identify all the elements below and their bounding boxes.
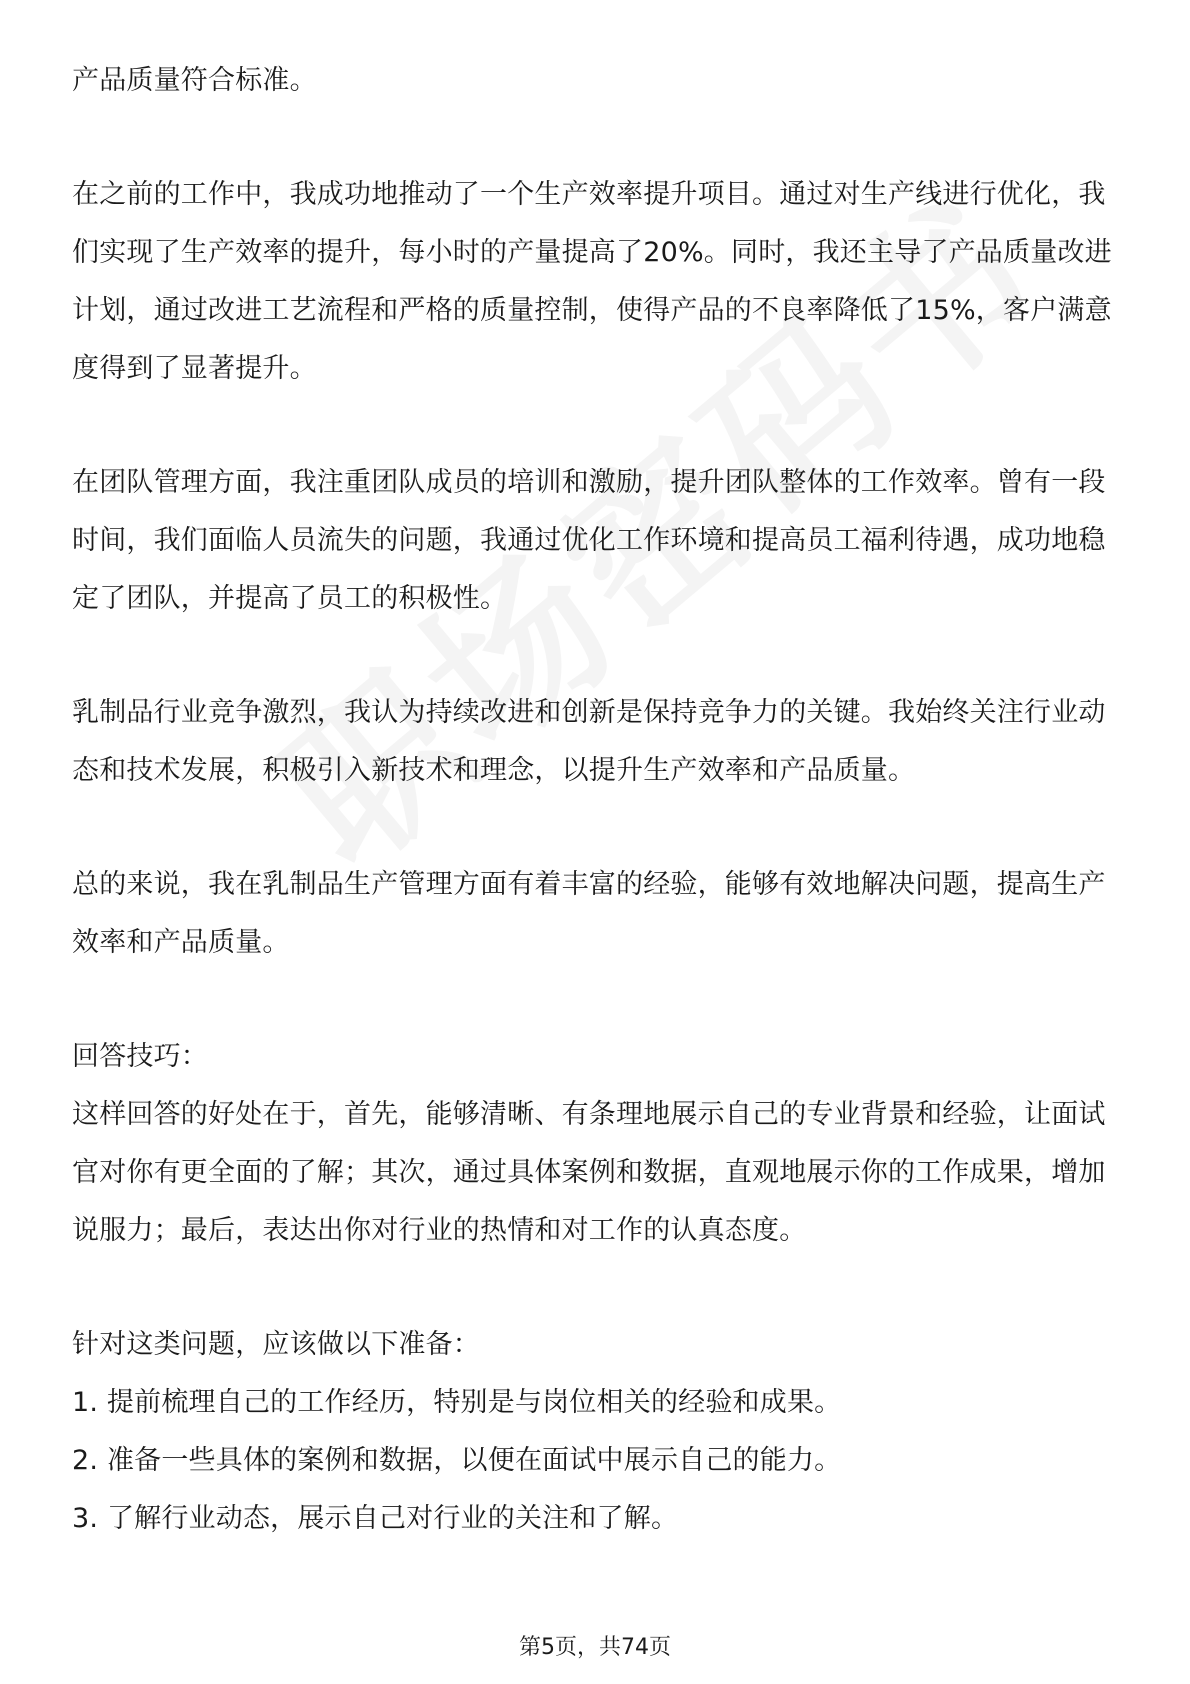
document-body [72, 52, 1122, 1548]
tips-heading: 回答技巧： [72, 1041, 208, 1072]
preparation-item: 1. 提前梳理自己的工作经历，特别是与岗位相关的经验和成果。 [72, 1387, 842, 1418]
paragraph-achievements: 在之前的工作中，我成功地推动了一个生产效率提升项目。通过对生产线进行优化，我们实现了生产效率的提升，每小时的产量提高了20%。同时，我还主导了产品质量改进计划，通过改进工艺流程和严格的质量控制，使得产品的不良率降低了15%，客户满意度得到了显著提升。 [72, 179, 1112, 384]
paragraph-team-management: 在团队管理方面，我注重团队成员的培训和激励，提升团队整体的工作效率。曾有一段时间，我们面临人员流失的问题，我通过优化工作环境和提高员工福利待遇，成功地稳定了团队，并提高了员工的积极性。 [72, 467, 1106, 614]
paragraph-industry: 乳制品行业竞争激烈，我认为持续改进和创新是保持竞争力的关键。我始终关注行业动态和技术发展，积极引入新技术和理念，以提升生产效率和产品质量。 [72, 697, 1106, 786]
paragraph-intro-tail: 产品质量符合标准。 [72, 65, 317, 96]
preparation-heading: 针对这类问题，应该做以下准备： [72, 1329, 480, 1360]
preparation-item: 2. 准备一些具体的案例和数据，以便在面试中展示自己的能力。 [72, 1445, 842, 1476]
page-number: 第5页，共74页 [519, 1635, 671, 1660]
tips-body: 这样回答的好处在于，首先，能够清晰、有条理地展示自己的专业背景和经验，让面试官对你有更全面的了解；其次，通过具体案例和数据，直观地展示你的工作成果，增加说服力；最后，表达出你对行业的热情和对工作的认真态度。 [72, 1099, 1106, 1246]
preparation-item: 3. 了解行业动态，展示自己对行业的关注和了解。 [72, 1503, 679, 1534]
paragraph-summary: 总的来说，我在乳制品生产管理方面有着丰富的经验，能够有效地解决问题，提高生产效率和产品质量。 [72, 869, 1106, 958]
